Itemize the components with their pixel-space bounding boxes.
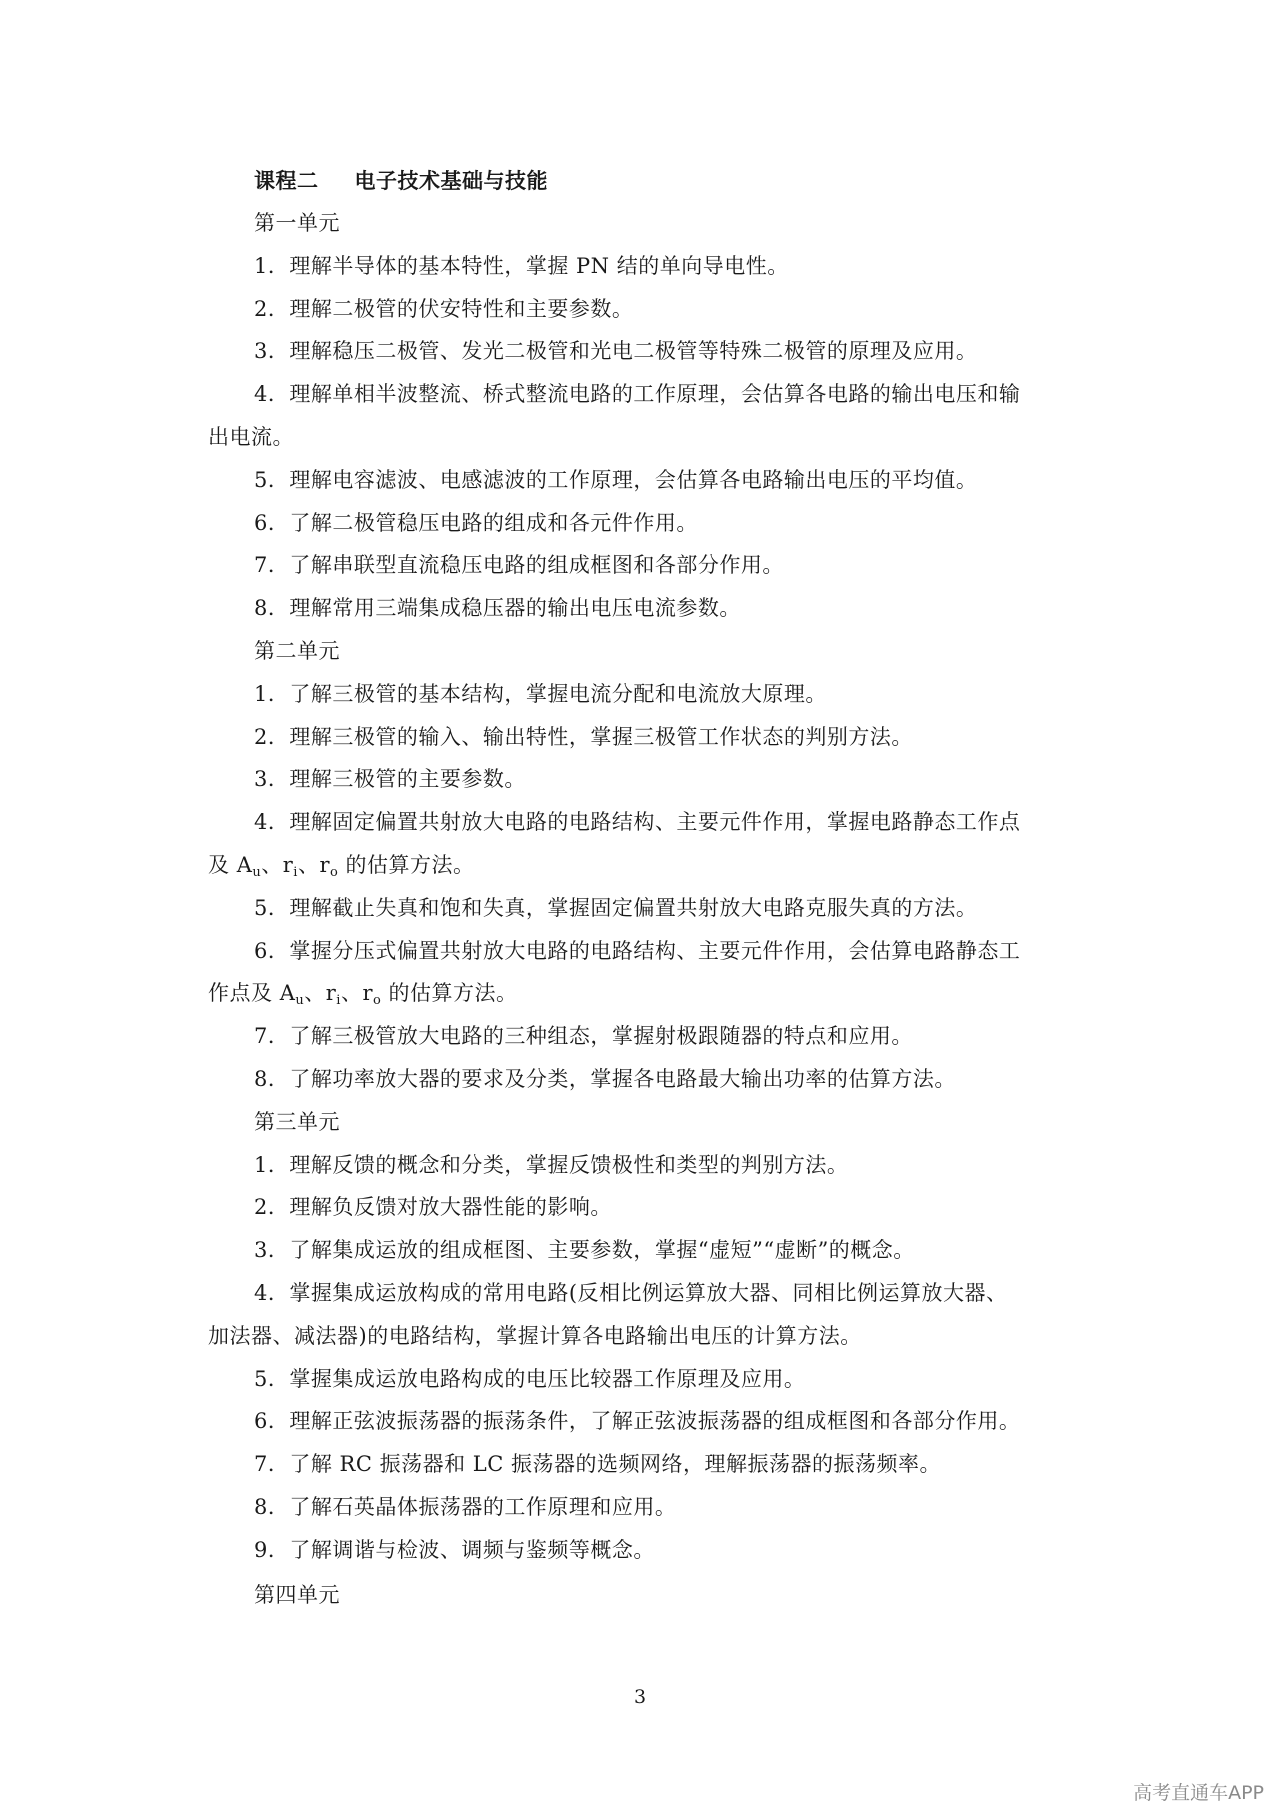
page-number: 3 [633, 1686, 647, 1708]
list-item: 2．理解二极管的伏安特性和主要参数。 [254, 297, 634, 321]
list-item: 9．了解调谐与检波、调频与鉴频等概念。 [254, 1538, 655, 1562]
subscript: i [336, 993, 341, 1008]
list-item: 4．掌握集成运放构成的常用电路(反相比例运算放大器、同相比例运算放大器、 [254, 1281, 1008, 1305]
list-item: 6．掌握分压式偏置共射放大电路的电路结构、主要元件作用，会估算电路静态工 [254, 939, 1021, 963]
unit-heading: 第二单元 [254, 639, 340, 663]
list-item: 5．理解截止失真和饱和失真，掌握固定偏置共射放大电路克服失真的方法。 [254, 896, 978, 920]
text: 、 [297, 853, 320, 877]
text: 、 [340, 981, 363, 1005]
list-item-continuation: 出电流。 [208, 425, 294, 449]
list-item: 3．理解三极管的主要参数。 [254, 767, 526, 791]
unit-heading: 第三单元 [254, 1110, 340, 1134]
list-item: 7．了解串联型直流稳压电路的组成框图和各部分作用。 [254, 553, 784, 577]
list-item: 5．掌握集成运放电路构成的电压比较器工作原理及应用。 [254, 1367, 806, 1391]
list-item-continuation: 加法器、减法器)的电路结构，掌握计算各电路输出电压的计算方法。 [208, 1324, 862, 1348]
watermark: 高考直通车APP [1133, 1782, 1264, 1804]
list-item-continuation [208, 850, 475, 880]
list-item: 2．理解负反馈对放大器性能的影响。 [254, 1195, 612, 1219]
list-item: 6．了解二极管稳压电路的组成和各元件作用。 [254, 511, 698, 535]
text: 、 [261, 853, 283, 877]
text: 的估算方法。 [338, 853, 475, 877]
symbol-a: A [279, 981, 296, 1005]
list-item: 8．了解石英晶体振荡器的工作原理和应用。 [254, 1495, 677, 1519]
symbol-r: r [362, 981, 373, 1005]
unit-heading: 第一单元 [254, 211, 340, 235]
course-title [254, 166, 548, 196]
unit-heading: 第四单元 [254, 1583, 340, 1607]
list-item: 1．了解三极管的基本结构，掌握电流分配和电流放大原理。 [254, 682, 827, 706]
text: 的估算方法。 [381, 981, 518, 1005]
list-item: 3．理解稳压二极管、发光二极管和光电二极管等特殊二极管的原理及应用。 [254, 339, 978, 363]
subscript: i [293, 865, 298, 880]
list-item: 4．理解单相半波整流、桥式整流电路的工作原理，会估算各电路的输出电压和输 [254, 382, 1021, 406]
list-item: 4．理解固定偏置共射放大电路的电路结构、主要元件作用，掌握电路静态工作点 [254, 810, 1021, 834]
symbol-r: r [325, 981, 337, 1005]
list-item: 2．理解三极管的输入、输出特性，掌握三极管工作状态的判别方法。 [254, 725, 913, 749]
subscript: u [252, 865, 262, 880]
course-title-name: 电子技术基础与技能 [354, 168, 548, 193]
list-item: 8．了解功率放大器的要求及分类，掌握各电路最大输出功率的估算方法。 [254, 1067, 956, 1091]
list-item: 7．了解三极管放大电路的三种组态，掌握射极跟随器的特点和应用。 [254, 1024, 913, 1048]
list-item: 8．理解常用三端集成稳压器的输出电压电流参数。 [254, 596, 741, 620]
text: 及 [208, 853, 237, 877]
subscript: u [295, 993, 305, 1008]
list-item: 1．理解半导体的基本特性，掌握 PN 结的单向导电性。 [254, 254, 789, 278]
list-item: 3．了解集成运放的组成框图、主要参数，掌握“虚短”“虚断”的概念。 [254, 1238, 915, 1262]
list-item-continuation [208, 978, 518, 1008]
list-item: 1．理解反馈的概念和分类，掌握反馈极性和类型的判别方法。 [254, 1153, 849, 1177]
subscript: o [330, 865, 339, 880]
subscript: o [373, 993, 382, 1008]
text: 、 [304, 981, 326, 1005]
list-item: 5．理解电容滤波、电感滤波的工作原理，会估算各电路输出电压的平均值。 [254, 468, 978, 492]
list-item: 6．理解正弦波振荡器的振荡条件，了解正弦波振荡器的组成框图和各部分作用。 [254, 1409, 1021, 1433]
course-title-number: 课程二 [254, 168, 319, 193]
symbol-a: A [236, 853, 253, 877]
list-item: 7．了解 RC 振荡器和 LC 振荡器的选频网络，理解振荡器的振荡频率。 [254, 1452, 941, 1476]
symbol-r: r [319, 853, 330, 877]
text: 作点及 [208, 981, 280, 1005]
symbol-r: r [282, 853, 294, 877]
